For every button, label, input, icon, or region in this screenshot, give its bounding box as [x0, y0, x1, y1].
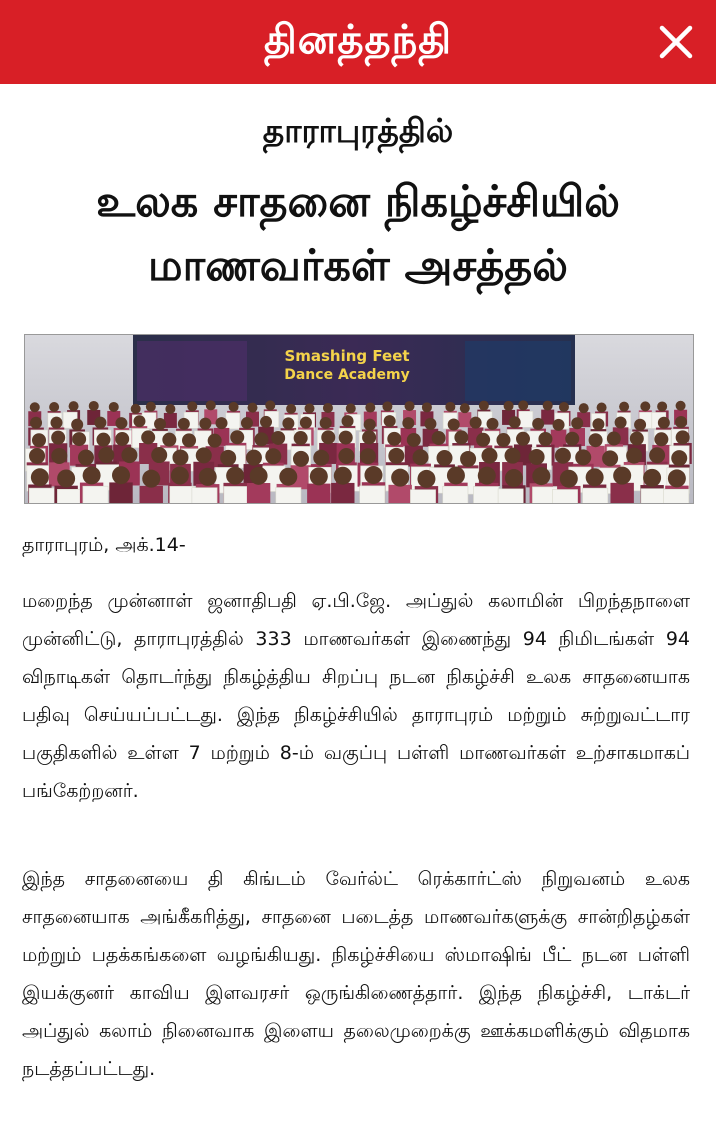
student-head	[320, 417, 332, 429]
student-head	[518, 400, 528, 410]
student-head	[643, 469, 661, 487]
student-body	[164, 413, 177, 428]
certificate	[83, 486, 108, 503]
student-head	[505, 448, 521, 464]
student-head	[154, 418, 166, 430]
student-head	[388, 448, 404, 464]
student-head	[71, 419, 83, 431]
student-head	[555, 448, 571, 464]
student-head	[300, 417, 312, 429]
student-head	[334, 467, 352, 485]
student-head	[481, 448, 497, 464]
student-head	[265, 400, 275, 410]
student-head	[565, 432, 579, 446]
student-head	[424, 418, 436, 430]
student-head	[260, 416, 272, 428]
student-head	[78, 450, 94, 466]
certificate	[224, 486, 249, 503]
student-head	[634, 419, 646, 431]
student-head	[171, 467, 189, 485]
student-head	[89, 401, 99, 411]
student-head	[199, 468, 217, 486]
student-head	[29, 448, 45, 464]
group-photo-illustration	[25, 335, 693, 503]
headline-line-1: உலக சாதனை நிகழ்ச்சியில்	[96, 177, 620, 227]
student-head	[247, 403, 257, 413]
student-head	[96, 433, 110, 447]
student-head	[30, 417, 42, 429]
student-head	[305, 403, 315, 413]
student-head	[142, 470, 160, 488]
student-head	[49, 402, 59, 412]
student-head	[543, 401, 553, 411]
student-head	[607, 432, 621, 446]
banner-text-1: Smashing Feet	[284, 347, 410, 365]
student-head	[121, 447, 137, 463]
student-head	[613, 467, 631, 485]
student-head	[310, 467, 328, 485]
student-head	[141, 430, 155, 444]
student-head	[486, 418, 498, 430]
student-head	[151, 447, 167, 463]
certificate	[360, 486, 385, 503]
student-head	[391, 469, 409, 487]
student-body	[388, 485, 411, 503]
student-head	[619, 402, 629, 412]
student-head	[560, 470, 578, 488]
student-head	[460, 403, 470, 413]
student-head	[115, 417, 127, 429]
student-head	[657, 401, 667, 411]
certificate	[276, 488, 301, 503]
certificate	[664, 489, 689, 503]
student-head	[162, 433, 176, 447]
student-head	[196, 447, 212, 463]
student-head	[602, 450, 618, 466]
student-head	[98, 447, 114, 463]
student-head	[476, 433, 490, 447]
student-head	[437, 450, 453, 466]
certificate	[57, 489, 82, 503]
student-head	[72, 432, 86, 446]
student-head	[668, 469, 686, 487]
student-head	[30, 402, 40, 412]
student-head	[402, 417, 414, 429]
student-head	[165, 404, 175, 414]
close-icon	[650, 16, 702, 68]
student-head	[94, 417, 106, 429]
student-head	[206, 400, 216, 410]
student-head	[615, 417, 627, 429]
article-headline	[20, 170, 696, 298]
certificate	[473, 486, 498, 503]
student-body	[140, 486, 163, 503]
brand-logo: தினத்தந்தி	[263, 17, 453, 63]
article-photo	[24, 334, 694, 504]
student-head	[658, 417, 670, 429]
student-head	[470, 417, 482, 429]
student-head	[321, 430, 335, 444]
student-head	[323, 403, 333, 413]
student-head	[447, 466, 465, 484]
student-head	[626, 448, 642, 464]
student-head	[432, 431, 446, 445]
student-body	[610, 483, 633, 503]
student-head	[654, 432, 668, 446]
student-head	[241, 417, 253, 429]
student-head	[187, 401, 197, 411]
article-kicker: தாராபுரத்தில்	[262, 111, 454, 150]
student-head	[422, 402, 432, 412]
student-head	[254, 432, 268, 446]
student-head	[178, 418, 190, 430]
article-paragraph-2: இந்த சாதனையை தி கிங்டம் வேர்ல்ட் ரெக்கார்ட்ஸ் நிறுவனம் உலக சாதனையாக அங்கீகரித்து, சாதனை படைத்த மாணவர்களுக்கு சான்றிதழ்கள் மற்றும் பதக்கங்களை வழங்கியது. நிகழ்ச்சியை ஸ்மாஷிங் பீட் நடன பள்ளி இயக்குனர் காவிய இளவரசர் ஒருங்கிணைத்தார். இந்த நிகழ்ச்சி, டாக்டர் அப்துல் கலாம் நினைவாக இளைய தலைமுறைக்கு ஊக்கமளிக்கும் விதமாக நடத்தப்பட்டது.	[22, 868, 690, 1080]
student-head	[413, 449, 429, 465]
student-head	[460, 451, 476, 467]
certificate	[498, 489, 523, 503]
student-head	[246, 450, 262, 466]
student-head	[586, 468, 604, 486]
student-head	[538, 432, 552, 446]
student-head	[286, 404, 296, 414]
certificate	[170, 486, 195, 503]
certificate	[226, 413, 240, 429]
student-head	[109, 402, 119, 412]
student-head	[553, 419, 565, 431]
student-head	[405, 401, 415, 411]
article-dateline: தாராபுரம், அக்.14-	[22, 534, 186, 556]
student-head	[417, 470, 435, 488]
student-head	[230, 430, 244, 444]
article-paragraph-1: மறைந்த முன்னாள் ஜனாதிபதி ஏ.பி.ஜே. அப்துல் கலாமின் பிறந்தநாளை முன்னிட்டு, தாராபுரத்தில் 333 மாணவர்கள் இணைந்து 94 நிமிடங்கள் 94 விநாடிகள் தொடர்ந்து நிகழ்த்திய சிறப்பு நடன நிகழ்ச்சி உலக சாதனையாக பதிவு செய்யப்பட்டது. இந்த நிகழ்ச்சியில் தாராபுரம் மற்றும் சுற்றுவட்டார பகுதிகளில் உள்ள 7 மற்றும் 8-ம் வகுப்பு பள்ளி மாணவர்கள் உற்சாகமாகப் பங்கேற்றனர்.	[22, 590, 690, 802]
student-head	[676, 401, 686, 411]
student-head	[182, 433, 196, 447]
student-head	[516, 432, 530, 446]
student-head	[630, 432, 644, 446]
student-head	[282, 417, 294, 429]
certificate	[410, 490, 435, 503]
student-body	[331, 483, 354, 503]
student-head	[445, 402, 455, 412]
student-head	[649, 447, 665, 463]
student-head	[271, 431, 285, 445]
student-head	[172, 449, 188, 465]
student-head	[676, 430, 690, 444]
student-head	[589, 433, 603, 447]
student-head	[313, 450, 329, 466]
student-head	[675, 416, 687, 428]
student-head	[360, 448, 376, 464]
student-head	[532, 467, 550, 485]
certificate	[192, 488, 217, 503]
student-head	[146, 402, 156, 412]
student-head	[509, 416, 521, 428]
student-head	[112, 466, 130, 484]
student-head	[229, 402, 239, 412]
student-head	[671, 450, 687, 466]
certificate	[641, 489, 666, 503]
student-head	[597, 402, 607, 412]
student-head	[51, 448, 67, 464]
certificate	[519, 411, 533, 427]
certificate	[552, 490, 577, 503]
student-body	[307, 484, 330, 503]
student-head	[640, 401, 650, 411]
student-head	[532, 418, 544, 430]
student-head	[250, 467, 268, 485]
student-head	[364, 419, 376, 431]
student-head	[592, 418, 604, 430]
student-head	[208, 434, 222, 448]
student-head	[69, 401, 79, 411]
student-body	[458, 412, 471, 427]
student-head	[51, 431, 65, 445]
student-head	[346, 403, 356, 413]
app-header	[0, 0, 716, 84]
student-head	[448, 419, 460, 431]
certificate	[29, 488, 54, 503]
student-head	[115, 432, 129, 446]
student-head	[364, 466, 382, 484]
student-head	[342, 415, 354, 427]
student-head	[31, 468, 49, 486]
student-head	[279, 468, 297, 486]
student-head	[131, 404, 141, 414]
student-head	[454, 430, 468, 444]
student-head	[265, 448, 281, 464]
student-head	[559, 402, 569, 412]
student-head	[365, 403, 375, 413]
student-head	[338, 448, 354, 464]
student-head	[505, 469, 523, 487]
student-head	[496, 433, 510, 447]
student-head	[384, 415, 396, 427]
student-head	[199, 418, 211, 430]
student-head	[32, 433, 46, 447]
student-head	[478, 467, 496, 485]
student-head	[133, 415, 145, 427]
certificate	[443, 486, 468, 503]
student-head	[407, 433, 421, 447]
student-body	[247, 483, 270, 503]
banner-text-2: Dance Academy	[284, 367, 410, 383]
student-head	[57, 469, 75, 487]
student-head	[479, 401, 489, 411]
student-head	[504, 401, 514, 411]
close-button[interactable]	[650, 16, 702, 68]
student-body	[109, 482, 132, 503]
student-head	[571, 417, 583, 429]
headline-line-2: மாணவர்கள் அசத்தல்	[148, 241, 568, 291]
certificate	[583, 488, 608, 503]
student-head	[339, 431, 353, 445]
student-head	[362, 430, 376, 444]
student-head	[226, 467, 244, 485]
student-head	[294, 431, 308, 445]
student-head	[220, 450, 236, 466]
student-head	[293, 451, 309, 467]
student-head	[387, 432, 401, 446]
student-head	[579, 403, 589, 413]
student-head	[382, 401, 392, 411]
student-head	[83, 466, 101, 484]
student-head	[216, 417, 228, 429]
student-head	[575, 449, 591, 465]
student-head	[50, 417, 62, 429]
student-head	[529, 449, 545, 465]
